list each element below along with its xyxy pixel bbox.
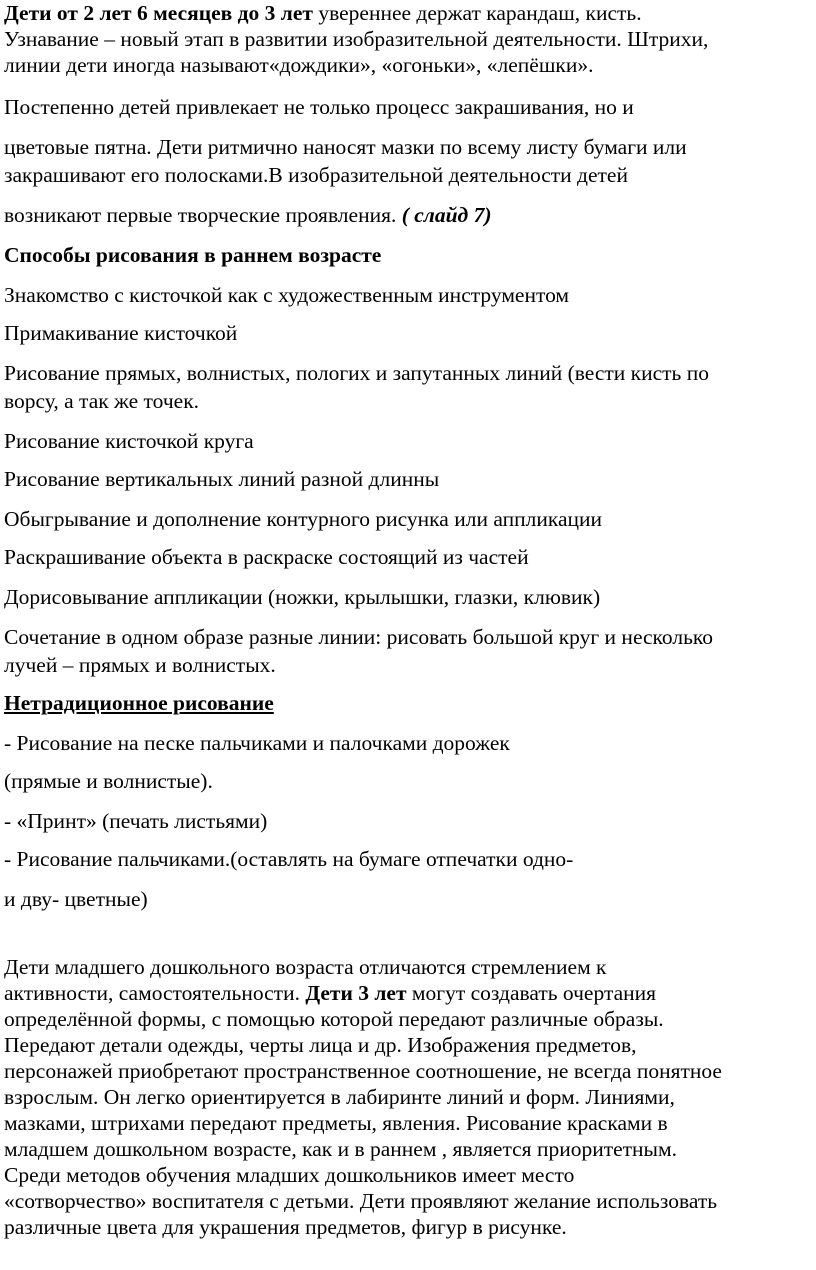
nontraditional-item: (прямые и волнистые).	[4, 769, 213, 793]
nontraditional-heading	[4, 690, 274, 716]
method-item: Примакивание кисточкой	[4, 321, 238, 345]
final-line-1: Дети младшего дошкольного возраста отличаются стремлением к	[4, 955, 607, 979]
method-item: Рисование вертикальных линий разной длинны	[4, 467, 440, 491]
intro-line-3: линии дети иногда называют«дождики», «огоньки», «лепёшки».	[4, 53, 594, 77]
method-item: ворсу, а так же точек.	[4, 389, 200, 413]
intro-lead-rest: увереннее держат карандаш, кисть.	[312, 1, 642, 25]
final-line-2-a: активности, самостоятельности.	[4, 981, 306, 1005]
methods-heading-text: Способы рисования в раннем возрасте	[4, 243, 382, 267]
method-item: Рисование прямых, волнистых, пологих и запутанных линий (вести кисть по	[4, 361, 709, 385]
para2-line-1: Постепенно детей привлекает не только процесс закрашивания, но и	[4, 95, 634, 119]
method-item: Обыгрывание и дополнение контурного рисунка или аппликации	[4, 507, 603, 531]
final-line-9: Среди методов обучения младших дошкольников имеет место	[4, 1163, 575, 1187]
final-line-2	[4, 980, 656, 1006]
para2-line-2: цветовые пятна. Дети ритмично наносят мазки по всему листу бумаги или	[4, 135, 687, 159]
final-line-6: взрослым. Он легко ориентируется в лабиринте линий и форм. Линиями,	[4, 1085, 675, 1109]
method-item: Раскрашивание объекта в раскраске состоящий из частей	[4, 545, 529, 569]
final-line-8: младшем дошкольном возрасте, как и в раннем , является приоритетным.	[4, 1137, 677, 1161]
intro-line-1	[4, 0, 642, 26]
nontraditional-item: - Рисование пальчиками.(оставлять на бумаге отпечатки одно-	[4, 847, 574, 871]
final-line-2-bold: Дети 3 лет	[305, 981, 407, 1005]
final-line-2-b: могут создавать очертания	[406, 981, 657, 1005]
para2-line-4	[4, 202, 492, 228]
method-item: лучей – прямых и волнистых.	[4, 653, 276, 677]
final-line-5: персонажей приобретают пространственное соотношение, не всегда понятное	[4, 1059, 722, 1083]
slide-reference: ( слайд 7)	[401, 203, 492, 227]
intro-line-2: Узнавание – новый этап в развитии изобразительной деятельности. Штрихи,	[4, 27, 709, 51]
method-item: Сочетание в одном образе разные линии: рисовать большой круг и несколько	[4, 625, 714, 649]
final-line-7: мазками, штрихами передают предметы, явления. Рисование красками в	[4, 1111, 668, 1135]
final-line-4: Передают детали одежды, черты лица и др. Изображения предметов,	[4, 1033, 637, 1057]
para2-line-3: закрашивают его полосками.В изобразительной деятельности детей	[4, 163, 628, 187]
method-item: Дорисовывание аппликации (ножки, крылышки, глазки, клювик)	[4, 585, 601, 609]
methods-heading	[4, 242, 381, 268]
nontraditional-heading-text: Нетрадиционное рисование	[4, 691, 274, 715]
nontraditional-item: - «Принт» (печать листьями)	[4, 809, 268, 833]
para2-line-4-text: возникают первые творческие проявления.	[4, 203, 402, 227]
method-item: Рисование кисточкой круга	[4, 429, 254, 453]
nontraditional-item: - Рисование на песке пальчиками и палочками дорожек	[4, 731, 510, 755]
final-line-10: «сотворчество» воспитателя с детьми. Дети проявляют желание использовать	[4, 1189, 718, 1213]
nontraditional-item: и дву- цветные)	[4, 887, 148, 911]
method-item: Знакомство с кисточкой как с художественным инструментом	[4, 283, 570, 307]
final-line-3: определённой формы, с помощью которой передают различные образы.	[4, 1007, 664, 1031]
intro-lead-bold: Дети от 2 лет 6 месяцев до 3 лет	[4, 1, 313, 25]
final-line-11: различные цвета для украшения предметов, фигур в рисунке.	[4, 1215, 567, 1239]
